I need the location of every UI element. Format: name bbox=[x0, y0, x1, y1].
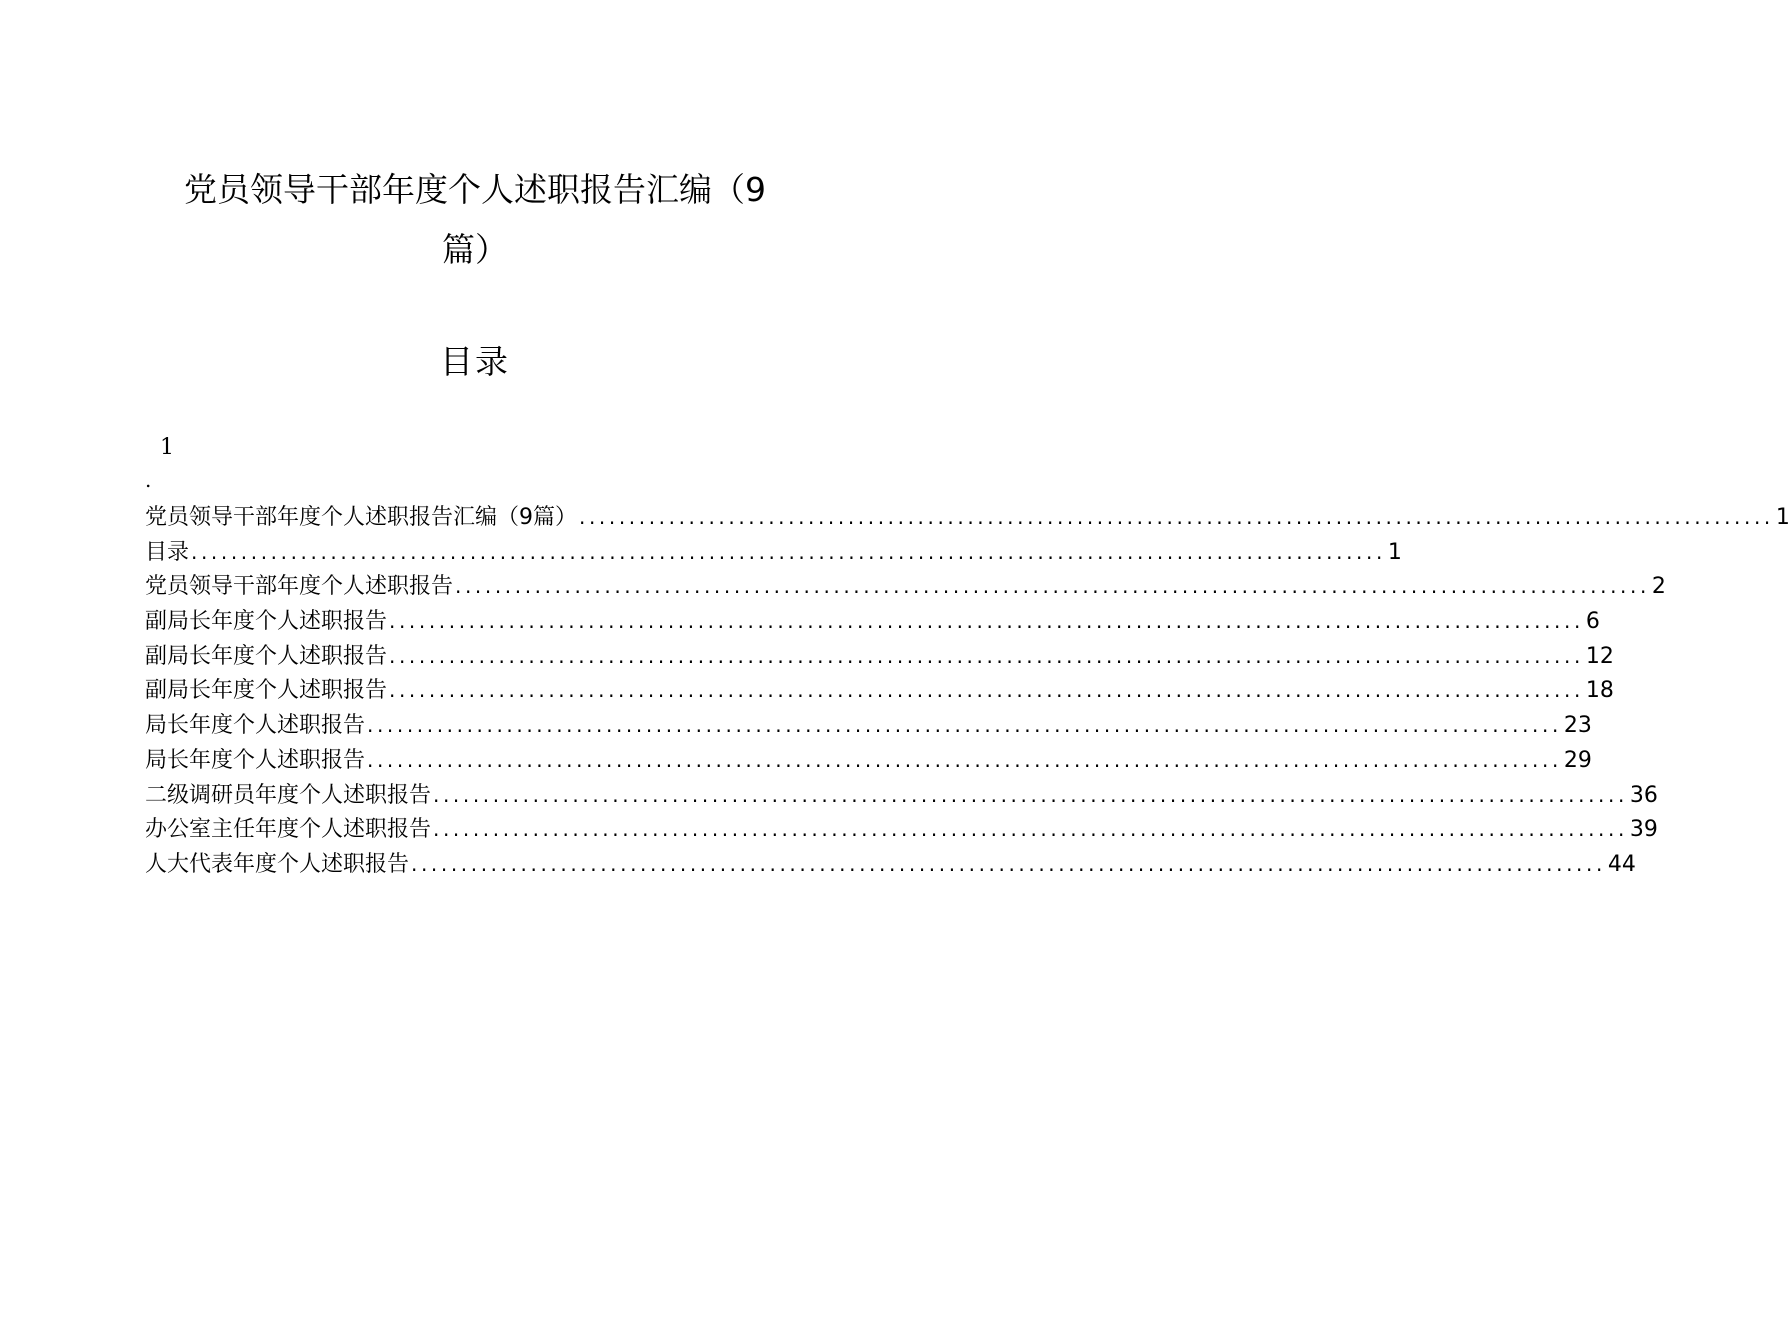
toc-dot-leader: ........................................................................................................................ bbox=[367, 713, 1562, 738]
toc-entry[interactable] bbox=[145, 743, 1592, 778]
toc-entry-page: 44 bbox=[1607, 851, 1636, 877]
toc-dot-leader: ........................................................................................................................ bbox=[389, 678, 1584, 703]
toc-entry[interactable] bbox=[145, 812, 1658, 847]
toc-entry[interactable] bbox=[145, 500, 1790, 535]
toc-dot-leader: ........................................................................................................................ bbox=[367, 747, 1562, 772]
toc-entry-title: 副局长年度个人述职报告 bbox=[145, 678, 388, 704]
toc-entry-page: 1 bbox=[1387, 539, 1402, 565]
toc-entry-title: 党员领导干部年度个人述职报告 bbox=[145, 574, 454, 600]
toc-entry-page: 29 bbox=[1563, 747, 1592, 773]
list-marker-number: 1 bbox=[160, 435, 174, 460]
toc-heading: 目录 bbox=[440, 342, 510, 381]
toc-entry-page: 18 bbox=[1585, 678, 1614, 704]
toc-dot-leader: ........................................................................................................................ bbox=[411, 851, 1606, 876]
toc-entry-page: 23 bbox=[1563, 713, 1592, 739]
document-title-line-1: 党员领导干部年度个人述职报告汇编（9 bbox=[184, 170, 766, 209]
toc-entry[interactable] bbox=[145, 778, 1658, 813]
toc-entry[interactable] bbox=[145, 604, 1600, 639]
toc-entry-title: 党员领导干部年度个人述职报告汇编（9篇） bbox=[145, 505, 577, 530]
toc-entry[interactable] bbox=[145, 639, 1614, 674]
toc-entry-page: 12 bbox=[1585, 643, 1614, 669]
toc-entry-title: 副局长年度个人述职报告 bbox=[145, 643, 388, 669]
toc-entry-title: 人大代表年度个人述职报告 bbox=[145, 851, 410, 877]
toc-dot-leader: ........................................................................................................................ bbox=[579, 505, 1774, 529]
list-marker-dot: . bbox=[145, 468, 152, 492]
toc-entry-page: 39 bbox=[1629, 817, 1658, 843]
document-title-line-2: 篇） bbox=[442, 230, 508, 269]
toc-entry-title: 目录 bbox=[145, 539, 190, 565]
toc-entry-title: 二级调研员年度个人述职报告 bbox=[145, 782, 432, 808]
toc-entry-title: 局长年度个人述职报告 bbox=[145, 747, 366, 773]
toc-entry-page: 36 bbox=[1629, 782, 1658, 808]
toc-entry-title: 办公室主任年度个人述职报告 bbox=[145, 817, 432, 843]
toc-dot-leader: ........................................................................................................................ bbox=[389, 609, 1584, 634]
toc-entry[interactable] bbox=[145, 708, 1592, 743]
toc-entry[interactable] bbox=[145, 673, 1614, 708]
toc-dot-leader: ........................................................................................................................ bbox=[389, 643, 1584, 668]
toc-entry-title: 局长年度个人述职报告 bbox=[145, 713, 366, 739]
toc-dot-leader: ........................................................................................................................ bbox=[191, 539, 1386, 564]
toc-entry[interactable] bbox=[145, 569, 1666, 604]
toc-dot-leader: ........................................................................................................................ bbox=[433, 817, 1628, 842]
toc-entry-title: 副局长年度个人述职报告 bbox=[145, 609, 388, 635]
table-of-contents bbox=[145, 500, 1790, 882]
toc-entry-page: 1 bbox=[1775, 505, 1790, 530]
toc-dot-leader: ........................................................................................................................ bbox=[433, 782, 1628, 807]
toc-entry[interactable] bbox=[145, 535, 1402, 570]
toc-entry[interactable] bbox=[145, 847, 1636, 882]
toc-dot-leader: ........................................................................................................................ bbox=[455, 574, 1650, 599]
document-title bbox=[150, 160, 800, 280]
toc-entry-page: 6 bbox=[1585, 609, 1600, 635]
toc-entry-page: 2 bbox=[1651, 574, 1666, 600]
